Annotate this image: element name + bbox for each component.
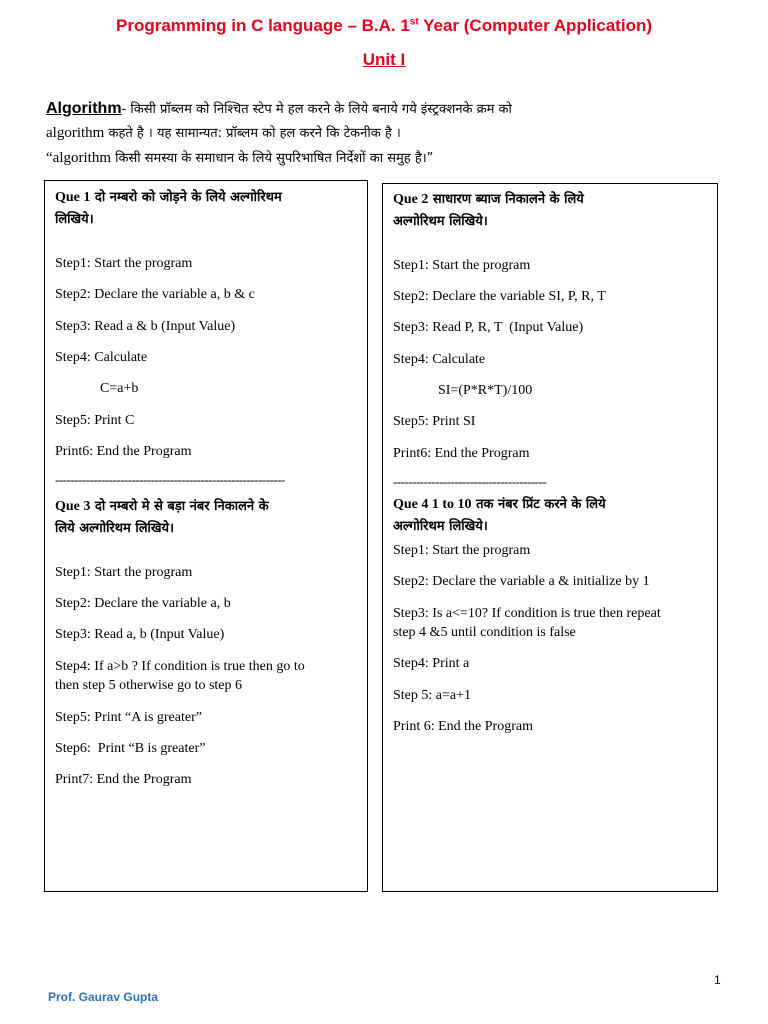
q3-step: Step5: Print “A is greater” [55, 710, 202, 725]
q3-step: then step 5 otherwise go to step 6 [55, 678, 243, 693]
q3-step: Print7: End the Program [55, 772, 192, 787]
q4-step: step 4 &5 until condition is false [393, 625, 576, 640]
q4-title: Que 4 1 to 10 तक नंबर प्रिंट करने के लिये अल्गोरिथम लिखिये। [393, 497, 606, 534]
q3-step: Step3: Read a, b (Input Value) [55, 627, 225, 642]
q2-formula: SI=(P*R*T)/100 [438, 383, 533, 398]
q2-title: Que 2 साधारण ब्याज निकालने के लिये अल्गोरिथम लिखिये। [393, 192, 584, 229]
q2-step: Step2: Declare the variable SI, P, R, T [393, 289, 606, 304]
page-number: 1 [714, 973, 721, 987]
algorithm-term: Algorithm [46, 100, 122, 117]
q1-divider: ------------------------------------------------------------ [55, 472, 285, 487]
intro-line-3: “algorithm किसी समस्या के समाधान के लिये सुपरिभाषित निर्देशों का समुह है।” [46, 150, 434, 166]
intro-line-2: algorithm कहते है । यह सामान्यत: प्रॉब्लम को हल करने कि टेकनीक है । [46, 125, 401, 141]
unit-heading: Unit I [362, 50, 406, 69]
q2-divider: ---------------------------------------- [393, 474, 547, 489]
document-title: Programming in C language – B.A. 1st Year (Computer Application) [116, 16, 652, 35]
q3-step: Step2: Declare the variable a, b [55, 596, 231, 611]
left-question-box [44, 180, 368, 892]
q1-step: Step3: Read a & b (Input Value) [55, 319, 236, 334]
intro-line-1: Algorithm- किसी प्रॉब्लम को निश्चित स्टेप मे हल करने के लिये बनाये गये इंस्ट्रक्शनके क्रम को [46, 100, 512, 117]
q4-step: Step1: Start the program [393, 543, 531, 558]
author-footer: Prof. Gaurav Gupta [48, 990, 159, 1004]
q3-step: Step6: Print “B is greater” [55, 741, 206, 756]
q2-step: Step5: Print SI [393, 414, 476, 429]
q1-step: Step2: Declare the variable a, b & c [55, 287, 255, 302]
q4-step: Step2: Declare the variable a & initialize by 1 [393, 574, 650, 589]
q3-title: Que 3 दो नम्बरो मे से बड़ा नंबर निकालने के लिये अल्गोरिथम लिखिये। [55, 499, 269, 536]
q1-title: Que 1 दो नम्बरो को जोड़ने के लिये अल्गोरिथम लिखिये। [55, 190, 282, 227]
q2-step: Step1: Start the program [393, 258, 531, 273]
q1-step: Step1: Start the program [55, 256, 193, 271]
q1-step: Print6: End the Program [55, 444, 192, 459]
q4-step: Step4: Print a [393, 656, 470, 671]
q2-step: Step4: Calculate [393, 352, 486, 367]
q4-step: Print 6: End the Program [393, 719, 533, 734]
q2-step: Print6: End the Program [393, 446, 530, 461]
right-question-box [382, 183, 718, 892]
q3-step: Step4: If a>b ? If condition is true then go to [55, 659, 305, 674]
q1-formula: C=a+b [100, 381, 139, 396]
q1-step: Step4: Calculate [55, 350, 148, 365]
q2-step: Step3: Read P, R, T (Input Value) [393, 320, 584, 335]
q1-step: Step5: Print C [55, 413, 135, 428]
q4-step: Step3: Is a<=10? If condition is true then repeat [393, 606, 661, 621]
q3-step: Step1: Start the program [55, 565, 193, 580]
q4-step: Step 5: a=a+1 [393, 688, 471, 703]
